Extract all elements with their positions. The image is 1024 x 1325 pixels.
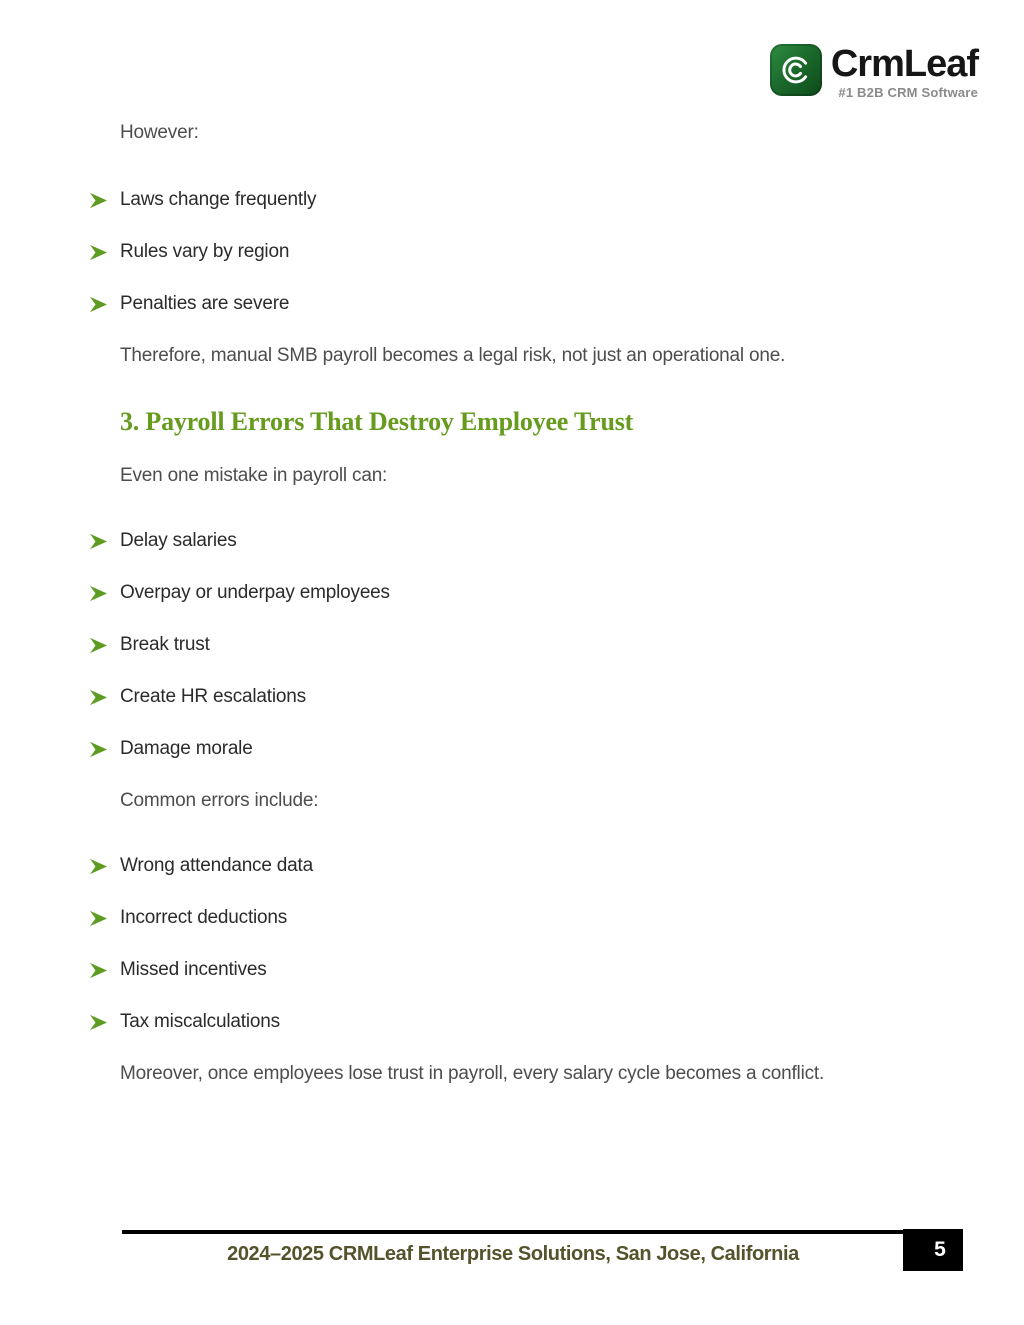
arrow-bullet-icon	[89, 962, 108, 979]
list-item	[89, 242, 934, 262]
footer-rule	[122, 1230, 904, 1234]
paragraph-however: However:	[120, 122, 199, 143]
list-item	[89, 856, 934, 876]
arrow-bullet-icon	[89, 910, 108, 927]
arrow-bullet-icon	[89, 244, 108, 261]
bullet-list-legal	[89, 175, 934, 314]
c-leaf-icon	[770, 44, 822, 96]
list-item-label: Create HR escalations	[120, 686, 306, 707]
page-number-badge: 5	[903, 1229, 963, 1271]
arrow-bullet-icon	[89, 637, 108, 654]
list-item	[89, 739, 934, 759]
bullet-list-mistakes	[89, 518, 934, 759]
paragraph-moreover: Moreover, once employees lose trust in payroll, every salary cycle becomes a conflict.	[120, 1063, 825, 1084]
document-body	[120, 123, 934, 1084]
c-swirl-glyph	[779, 53, 813, 87]
list-item	[89, 1012, 934, 1032]
footer-text: 2024–2025 CRMLeaf Enterprise Solutions, San Jose, California	[227, 1243, 799, 1265]
list-item-label: Rules vary by region	[120, 241, 290, 262]
list-item	[89, 908, 934, 928]
crmleaf-logo	[770, 44, 978, 100]
list-item-label: Incorrect deductions	[120, 907, 288, 928]
list-item-label: Penalties are severe	[120, 293, 290, 314]
paragraph-even: Even one mistake in payroll can:	[120, 465, 388, 486]
logo-text-block	[831, 44, 978, 100]
list-item	[89, 190, 934, 210]
section-heading: 3. Payroll Errors That Destroy Employee Trust	[120, 407, 634, 436]
arrow-bullet-icon	[89, 1014, 108, 1031]
list-item-label: Delay salaries	[120, 530, 237, 551]
list-item-label: Damage morale	[120, 738, 253, 759]
list-item-label: Laws change frequently	[120, 189, 317, 210]
arrow-bullet-icon	[89, 858, 108, 875]
list-item	[89, 294, 934, 314]
list-item-label: Wrong attendance data	[120, 855, 313, 876]
paragraph-common: Common errors include:	[120, 790, 319, 811]
arrow-bullet-icon	[89, 296, 108, 313]
arrow-bullet-icon	[89, 585, 108, 602]
arrow-bullet-icon	[89, 533, 108, 550]
brand-name: CrmLeaf	[830, 43, 978, 85]
arrow-bullet-icon	[89, 689, 108, 706]
list-item	[89, 687, 934, 707]
list-item-label: Missed incentives	[120, 959, 267, 980]
paragraph-therefore: Therefore, manual SMB payroll becomes a legal risk, not just an operational one.	[120, 345, 786, 366]
list-item	[89, 635, 934, 655]
list-item	[89, 531, 934, 551]
list-item	[89, 583, 934, 603]
list-item-label: Overpay or underpay employees	[120, 582, 390, 603]
bullet-list-errors	[89, 843, 934, 1032]
list-item-label: Tax miscalculations	[120, 1011, 280, 1032]
list-item-label: Break trust	[120, 634, 210, 655]
arrow-bullet-icon	[89, 192, 108, 209]
list-item	[89, 960, 934, 980]
page-header	[0, 0, 1024, 100]
arrow-bullet-icon	[89, 741, 108, 758]
brand-tagline: #1 B2B CRM Software	[838, 85, 978, 100]
